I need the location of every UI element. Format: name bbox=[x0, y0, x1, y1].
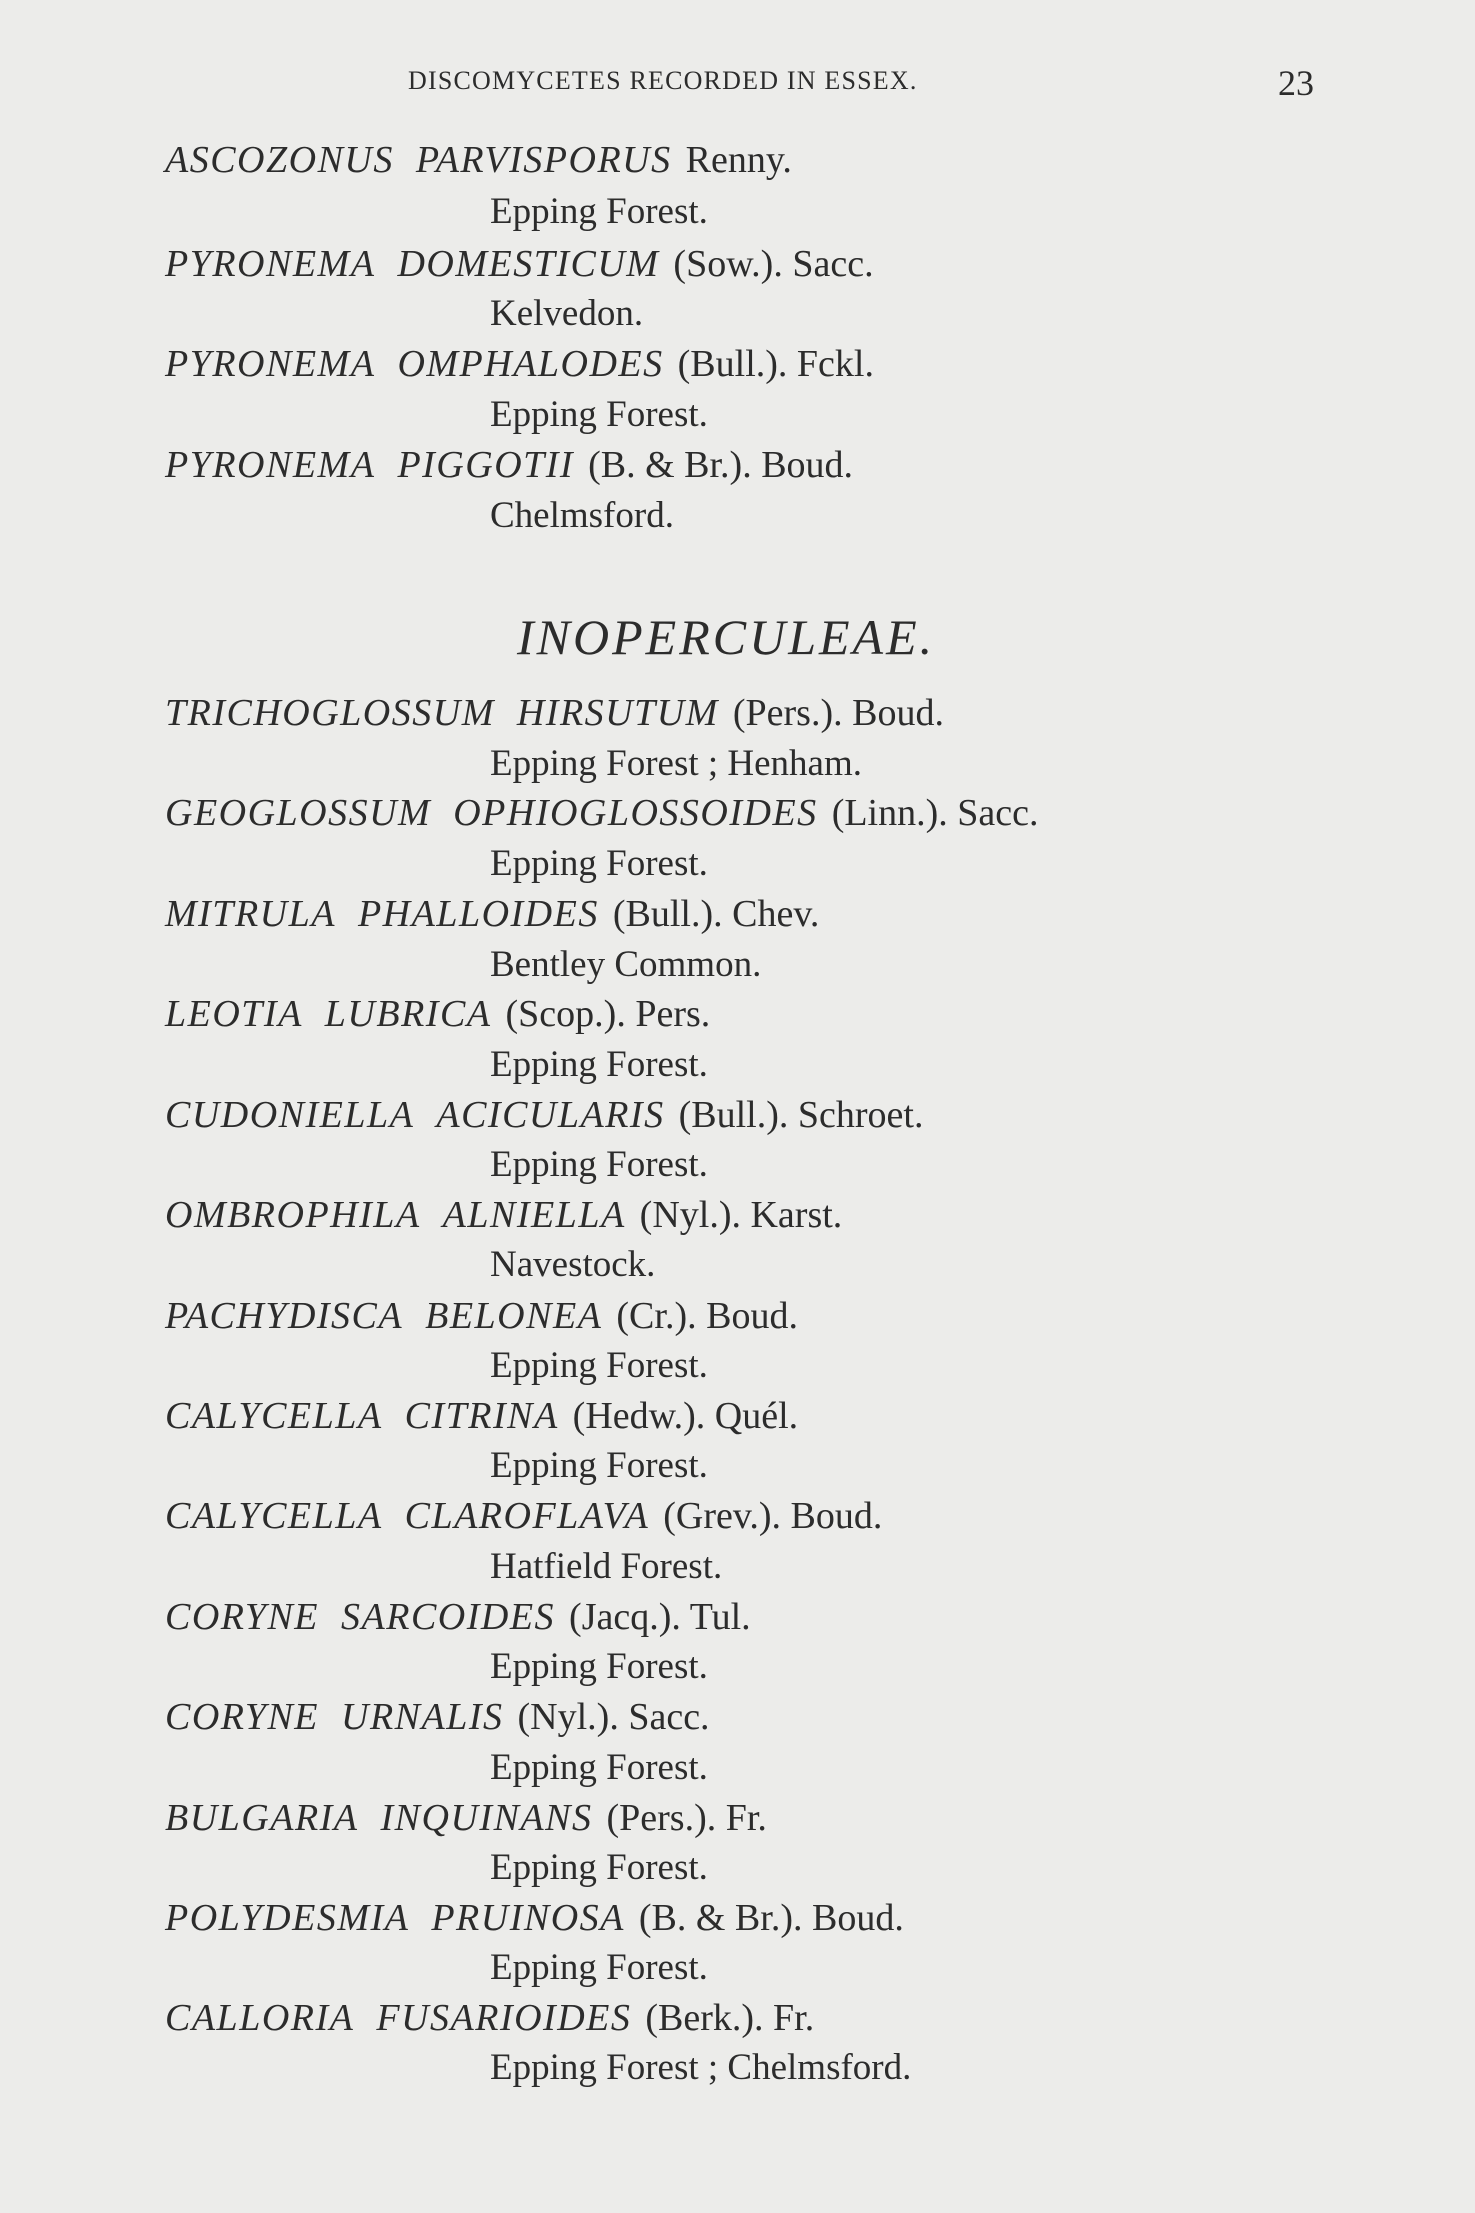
genus-name: PYRONEMA bbox=[165, 243, 376, 285]
species-entry bbox=[165, 1996, 814, 2040]
locality: Epping Forest. bbox=[490, 394, 708, 435]
authority: (Hedw.). Quél. bbox=[572, 1395, 799, 1437]
locality: Kelvedon. bbox=[490, 293, 644, 334]
genus-name: CORYNE bbox=[165, 1696, 320, 1738]
page-number: 23 bbox=[1278, 63, 1314, 103]
species-entry bbox=[165, 342, 874, 386]
locality: Epping Forest. bbox=[490, 1747, 708, 1788]
authority: (Sow.). Sacc. bbox=[673, 243, 874, 285]
locality: Epping Forest. bbox=[490, 1044, 708, 1085]
locality: Epping Forest. bbox=[490, 1847, 708, 1888]
species-name: PIGGOTII bbox=[397, 444, 575, 486]
species-entry bbox=[165, 1695, 710, 1739]
species-entry bbox=[165, 242, 874, 286]
authority: (Berk.). Fr. bbox=[645, 1997, 815, 2039]
running-head: DISCOMYCETES RECORDED IN ESSEX. bbox=[408, 66, 918, 95]
species-entry bbox=[165, 791, 1039, 835]
locality: Epping Forest. bbox=[490, 1144, 708, 1185]
species-entry bbox=[165, 892, 819, 936]
locality: Chelmsford. bbox=[490, 495, 674, 536]
species-name: ALNIELLA bbox=[442, 1194, 626, 1236]
genus-name: ASCOZONUS bbox=[165, 139, 394, 181]
species-entry bbox=[165, 1796, 767, 1840]
authority: (Scop.). Pers. bbox=[505, 993, 711, 1035]
locality: Hatfield Forest. bbox=[490, 1546, 723, 1587]
authority: (Bull.). Fckl. bbox=[677, 343, 874, 385]
authority: (Grev.). Boud. bbox=[663, 1495, 883, 1537]
species-name: OMPHALODES bbox=[397, 343, 664, 385]
species-name: INQUINANS bbox=[380, 1797, 593, 1839]
genus-name: PYRONEMA bbox=[165, 444, 376, 486]
authority: (Cr.). Boud. bbox=[616, 1295, 798, 1337]
authority: (Nyl.). Karst. bbox=[639, 1194, 843, 1236]
species-name: FUSARIOIDES bbox=[376, 1997, 632, 2039]
genus-name: CORYNE bbox=[165, 1596, 320, 1638]
species-name: URNALIS bbox=[341, 1696, 504, 1738]
species-entry bbox=[165, 1494, 882, 1538]
genus-name: BULGARIA bbox=[165, 1797, 359, 1839]
genus-name: PYRONEMA bbox=[165, 343, 376, 385]
species-entry bbox=[165, 1093, 923, 1137]
species-name: SARCOIDES bbox=[341, 1596, 556, 1638]
genus-name: PACHYDISCA bbox=[165, 1295, 404, 1337]
locality: Epping Forest. bbox=[490, 1646, 708, 1687]
species-entry bbox=[165, 1896, 904, 1940]
authority: (Jacq.). Tul. bbox=[569, 1596, 751, 1638]
authority: (Nyl.). Sacc. bbox=[517, 1696, 710, 1738]
species-entry bbox=[165, 992, 710, 1036]
authority: (Pers.). Fr. bbox=[606, 1797, 767, 1839]
species-entry bbox=[165, 1595, 751, 1639]
genus-name: GEOGLOSSUM bbox=[165, 792, 432, 834]
authority: (Linn.). Sacc. bbox=[831, 792, 1039, 834]
species-name: HIRSUTUM bbox=[516, 692, 719, 734]
species-entry bbox=[165, 1193, 842, 1237]
species-entry bbox=[165, 138, 792, 182]
locality: Epping Forest ; Chelmsford. bbox=[490, 2047, 912, 2088]
species-name: LUBRICA bbox=[324, 993, 492, 1035]
authority: Renny. bbox=[685, 139, 792, 181]
locality: Epping Forest. bbox=[490, 1445, 708, 1486]
species-name: PHALLOIDES bbox=[357, 893, 599, 935]
authority: (Bull.). Chev. bbox=[612, 893, 820, 935]
species-entry bbox=[165, 1294, 798, 1338]
species-name: PRUINOSA bbox=[431, 1897, 625, 1939]
species-entry bbox=[165, 1394, 798, 1438]
locality: Epping Forest. bbox=[490, 1947, 708, 1988]
authority: (Bull.). Schroet. bbox=[678, 1094, 924, 1136]
species-name: ACICULARIS bbox=[436, 1094, 665, 1136]
species-name: DOMESTICUM bbox=[397, 243, 660, 285]
genus-name: POLYDESMIA bbox=[165, 1897, 410, 1939]
authority: (Pers.). Boud. bbox=[732, 692, 944, 734]
authority: (B. & Br.). Boud. bbox=[638, 1897, 904, 1939]
species-entry bbox=[165, 443, 853, 487]
genus-name: MITRULA bbox=[165, 893, 336, 935]
genus-name: CUDONIELLA bbox=[165, 1094, 415, 1136]
locality: Epping Forest. bbox=[490, 843, 708, 884]
species-name: BELONEA bbox=[425, 1295, 603, 1337]
locality: Epping Forest. bbox=[490, 191, 708, 232]
species-name: CLAROFLAVA bbox=[404, 1495, 650, 1537]
genus-name: CALYCELLA bbox=[165, 1395, 383, 1437]
locality: Epping Forest. bbox=[490, 1345, 708, 1386]
genus-name: OMBROPHILA bbox=[165, 1194, 421, 1236]
genus-name: LEOTIA bbox=[165, 993, 303, 1035]
species-name: OPHIOGLOSSOIDES bbox=[453, 792, 818, 834]
authority: (B. & Br.). Boud. bbox=[588, 444, 854, 486]
species-name: PARVISPORUS bbox=[415, 139, 672, 181]
locality: Epping Forest ; Henham. bbox=[490, 743, 863, 784]
genus-name: CALYCELLA bbox=[165, 1495, 383, 1537]
species-entry bbox=[165, 691, 944, 735]
locality: Bentley Common. bbox=[490, 944, 762, 985]
genus-name: TRICHOGLOSSUM bbox=[165, 692, 495, 734]
genus-name: CALLORIA bbox=[165, 1997, 355, 2039]
locality: Navestock. bbox=[490, 1244, 656, 1285]
section-title: INOPERCULEAE. bbox=[517, 609, 936, 665]
species-name: CITRINA bbox=[404, 1395, 559, 1437]
